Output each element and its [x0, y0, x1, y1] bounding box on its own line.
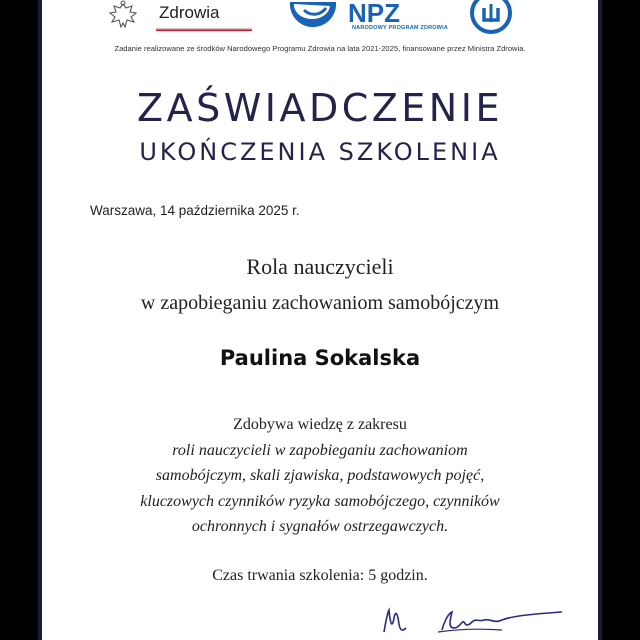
program-name: NARODOWY PROGRAM ZDROWIA: [352, 25, 449, 31]
description-line: samobójczym, skali zjawiska, podstawowych pojęć,: [155, 467, 485, 484]
handwritten-signature: [372, 600, 572, 640]
recipient-name: Paulina Sokalska: [219, 346, 421, 370]
description-line: roli nauczycieli w zapobieganiu zachowaniom: [172, 441, 468, 459]
course-description: [42, 412, 598, 540]
course-title-line1: Rola nauczycieli: [246, 254, 394, 279]
description-line: ochronnych i sygnałów ostrzegawczych.: [191, 518, 449, 535]
certificate-title: ZAŚWIADCZENIE: [137, 86, 503, 130]
flag-stripe: [156, 28, 252, 31]
eagle-emblem-icon: [106, 0, 140, 32]
npz-logo-icon: [280, 0, 450, 40]
course-title-line2: w zapobieganiu zachowaniom samobójczym: [140, 292, 500, 314]
funding-note: Zadanie realizowane ze środków Narodowego Programu Zdrowia na lata 2021-2025, finansowane przez Ministra Zdrowia.: [114, 44, 526, 53]
description-intro: Zdobywa wiedzę z zakresu: [233, 416, 407, 433]
certificate-page: [42, 0, 598, 640]
institute-seal-icon: [470, 0, 512, 38]
header-logos: [42, 0, 598, 45]
issue-date: Warszawa, 14 października 2025 r.: [90, 203, 300, 218]
course-duration: Czas trwania szkolenia: 5 godzin.: [212, 567, 428, 584]
ministry-name: Zdrowia: [159, 3, 220, 22]
description-line: kluczowych czynników ryzyka samobójczego, czynników: [140, 492, 500, 510]
npz-logo-text: NPZ: [348, 0, 400, 28]
certificate-subtitle: UKOŃCZENIA SZKOLENIA: [139, 138, 501, 166]
